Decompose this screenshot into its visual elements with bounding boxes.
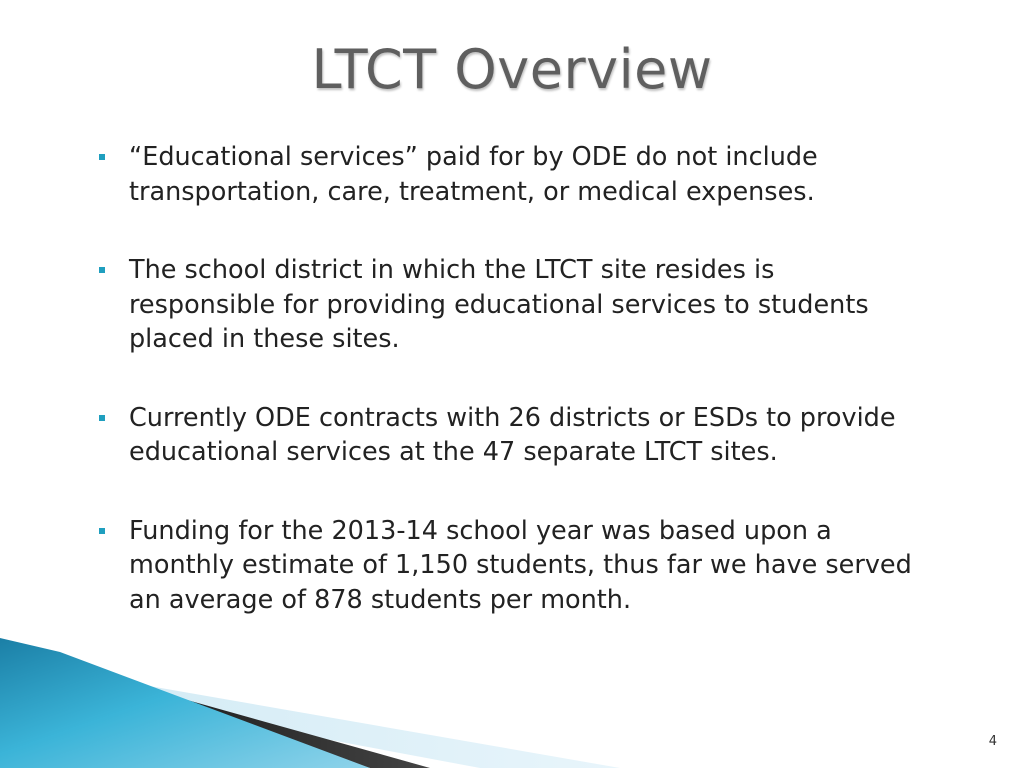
- square-bullet-icon: [99, 528, 105, 534]
- bullet-item: [96, 401, 926, 470]
- bullet-item: [96, 253, 926, 357]
- decorative-swoosh: [0, 638, 620, 768]
- square-bullet-icon: [99, 415, 105, 421]
- bullet-item: [96, 514, 926, 618]
- bullet-list: [96, 140, 926, 661]
- slide-title: LTCT Overview: [311, 38, 713, 101]
- bullet-text: Currently ODE contracts with 26 districts or ESDs to provide educational services at the 47 separate LTCT sites.: [129, 402, 896, 467]
- bullet-text: “Educational services” paid for by ODE do not include transportation, care, treatment, or medical expenses.: [129, 142, 818, 207]
- square-bullet-icon: [99, 267, 105, 273]
- bullet-item: [96, 140, 926, 209]
- bullet-text: The school district in which the LTCT site resides is responsible for providing educational services to students placed in these sites.: [129, 255, 869, 354]
- square-bullet-icon: [99, 154, 105, 160]
- bullet-text: Funding for the 2013-14 school year was based upon a monthly estimate of 1,150 students, thus far we have served an average of 878 students per month.: [129, 515, 912, 615]
- swoosh-teal-band: [0, 638, 370, 768]
- page-number: 4: [988, 734, 997, 749]
